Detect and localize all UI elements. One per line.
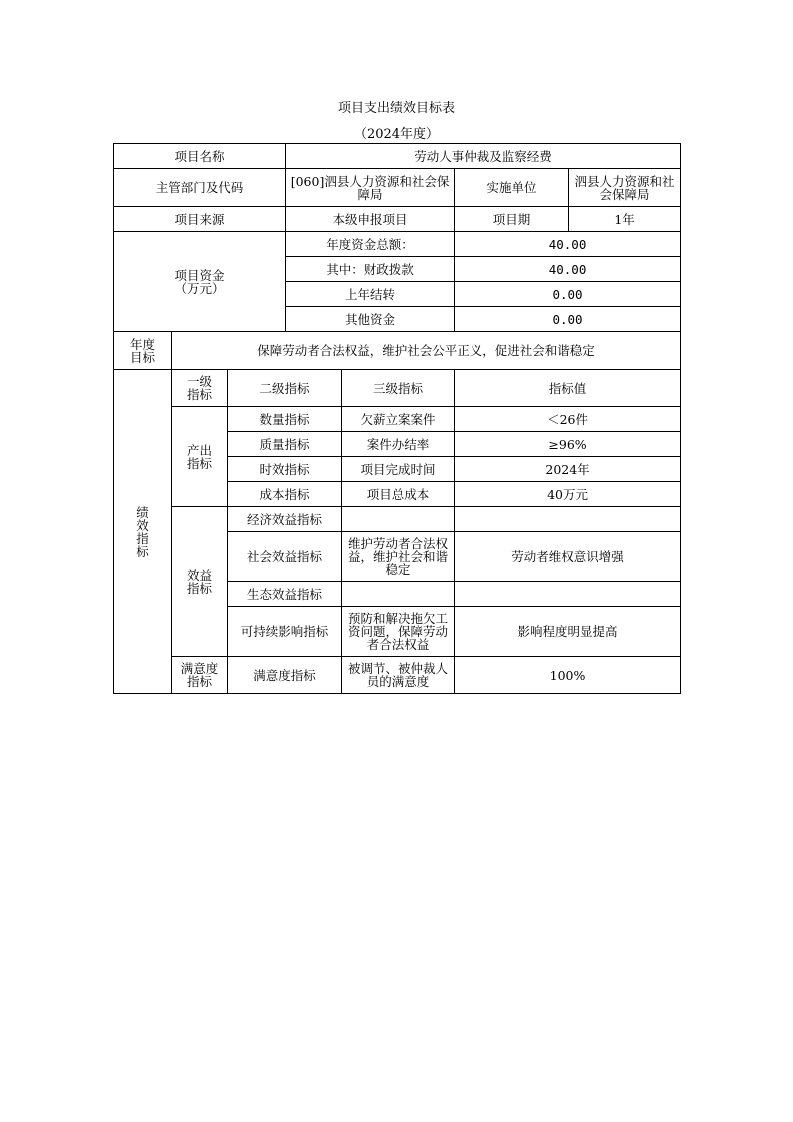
output-level2: 质量指标 <box>228 432 342 457</box>
satisfaction-row <box>114 657 681 694</box>
benefit-value <box>455 507 681 532</box>
output-level3: 欠薪立案案件 <box>342 407 455 432</box>
page-title: 项目支出绩效目标表 <box>337 101 455 116</box>
benefit-value: 劳动者维权意识增强 <box>455 532 681 582</box>
performance-goal-table <box>113 143 681 694</box>
header-level2: 二级指标 <box>228 370 342 407</box>
project-period-value: 1年 <box>569 207 681 232</box>
page-subtitle: （2024年度） <box>353 127 440 142</box>
project-period-label: 项目期 <box>455 207 569 232</box>
project-source-value: 本级申报项目 <box>286 207 455 232</box>
header-level1: 一级指标 <box>172 370 228 407</box>
output-level2: 数量指标 <box>228 407 342 432</box>
funds-fiscal-value: 40.00 <box>455 257 681 282</box>
funds-total-row <box>114 232 681 257</box>
output-row <box>114 407 681 432</box>
satisfaction-level3: 被调节、被仲裁人员的满意度 <box>342 657 455 694</box>
output-value: 2024年 <box>455 457 681 482</box>
satisfaction-value: 100% <box>455 657 681 694</box>
output-level3: 案件办结率 <box>342 432 455 457</box>
benefit-indicators-label: 效益指标 <box>172 507 228 657</box>
project-name-row <box>114 144 681 169</box>
benefit-level2: 可持续影响指标 <box>228 607 342 657</box>
output-level2: 成本指标 <box>228 482 342 507</box>
benefit-level3: 预防和解决拖欠工资问题，保障劳动者合法权益 <box>342 607 455 657</box>
department-value: [060]泗县人力资源和社会保障局 <box>286 169 455 207</box>
benefit-value <box>455 582 681 607</box>
source-row <box>114 207 681 232</box>
header-value: 指标值 <box>455 370 681 407</box>
benefit-level3: 维护劳动者合法权益，维护社会和谐稳定 <box>342 532 455 582</box>
benefit-level3 <box>342 507 455 532</box>
performance-indicators-label: 绩效指标 <box>114 370 172 694</box>
benefit-level3 <box>342 582 455 607</box>
implementing-unit-value: 泗县人力资源和社会保障局 <box>569 169 681 207</box>
funds-unit-text: （万元） <box>174 280 225 296</box>
benefit-level2: 经济效益指标 <box>228 507 342 532</box>
funds-total-label: 年度资金总额： <box>286 232 455 257</box>
funds-label-text: 项目资金 <box>174 267 225 283</box>
annual-goal-row <box>114 332 681 370</box>
benefit-row <box>114 507 681 532</box>
satisfaction-level2: 满意度指标 <box>228 657 342 694</box>
funds-total-value: 40.00 <box>455 232 681 257</box>
output-level3: 项目总成本 <box>342 482 455 507</box>
benefit-level2: 生态效益指标 <box>228 582 342 607</box>
annual-goal-label: 年度目标 <box>114 332 172 370</box>
annual-goal-value: 保障劳动者合法权益，维护社会公平正义，促进社会和谐稳定 <box>172 332 681 370</box>
funds-carryover-value: 0.00 <box>455 282 681 307</box>
funds-other-label: 其他资金 <box>286 307 455 332</box>
output-value: ＜26件 <box>455 407 681 432</box>
header-level3: 三级指标 <box>342 370 455 407</box>
funds-other-value: 0.00 <box>455 307 681 332</box>
department-label: 主管部门及代码 <box>114 169 286 207</box>
department-row <box>114 169 681 207</box>
satisfaction-indicators-label: 满意度指标 <box>172 657 228 694</box>
output-indicators-label: 产出指标 <box>172 407 228 507</box>
project-funds-label <box>114 232 286 332</box>
output-level3: 项目完成时间 <box>342 457 455 482</box>
output-value: 40万元 <box>455 482 681 507</box>
benefit-value: 影响程度明显提高 <box>455 607 681 657</box>
funds-carryover-label: 上年结转 <box>286 282 455 307</box>
funds-fiscal-label: 其中：财政拨款 <box>286 257 455 282</box>
output-value: ≥96% <box>455 432 681 457</box>
project-name-value: 劳动人事仲裁及监察经费 <box>286 144 681 169</box>
project-name-label: 项目名称 <box>114 144 286 169</box>
implementing-unit-label: 实施单位 <box>455 169 569 207</box>
project-source-label: 项目来源 <box>114 207 286 232</box>
benefit-level2: 社会效益指标 <box>228 532 342 582</box>
output-level2: 时效指标 <box>228 457 342 482</box>
indicator-header-row <box>114 370 681 407</box>
